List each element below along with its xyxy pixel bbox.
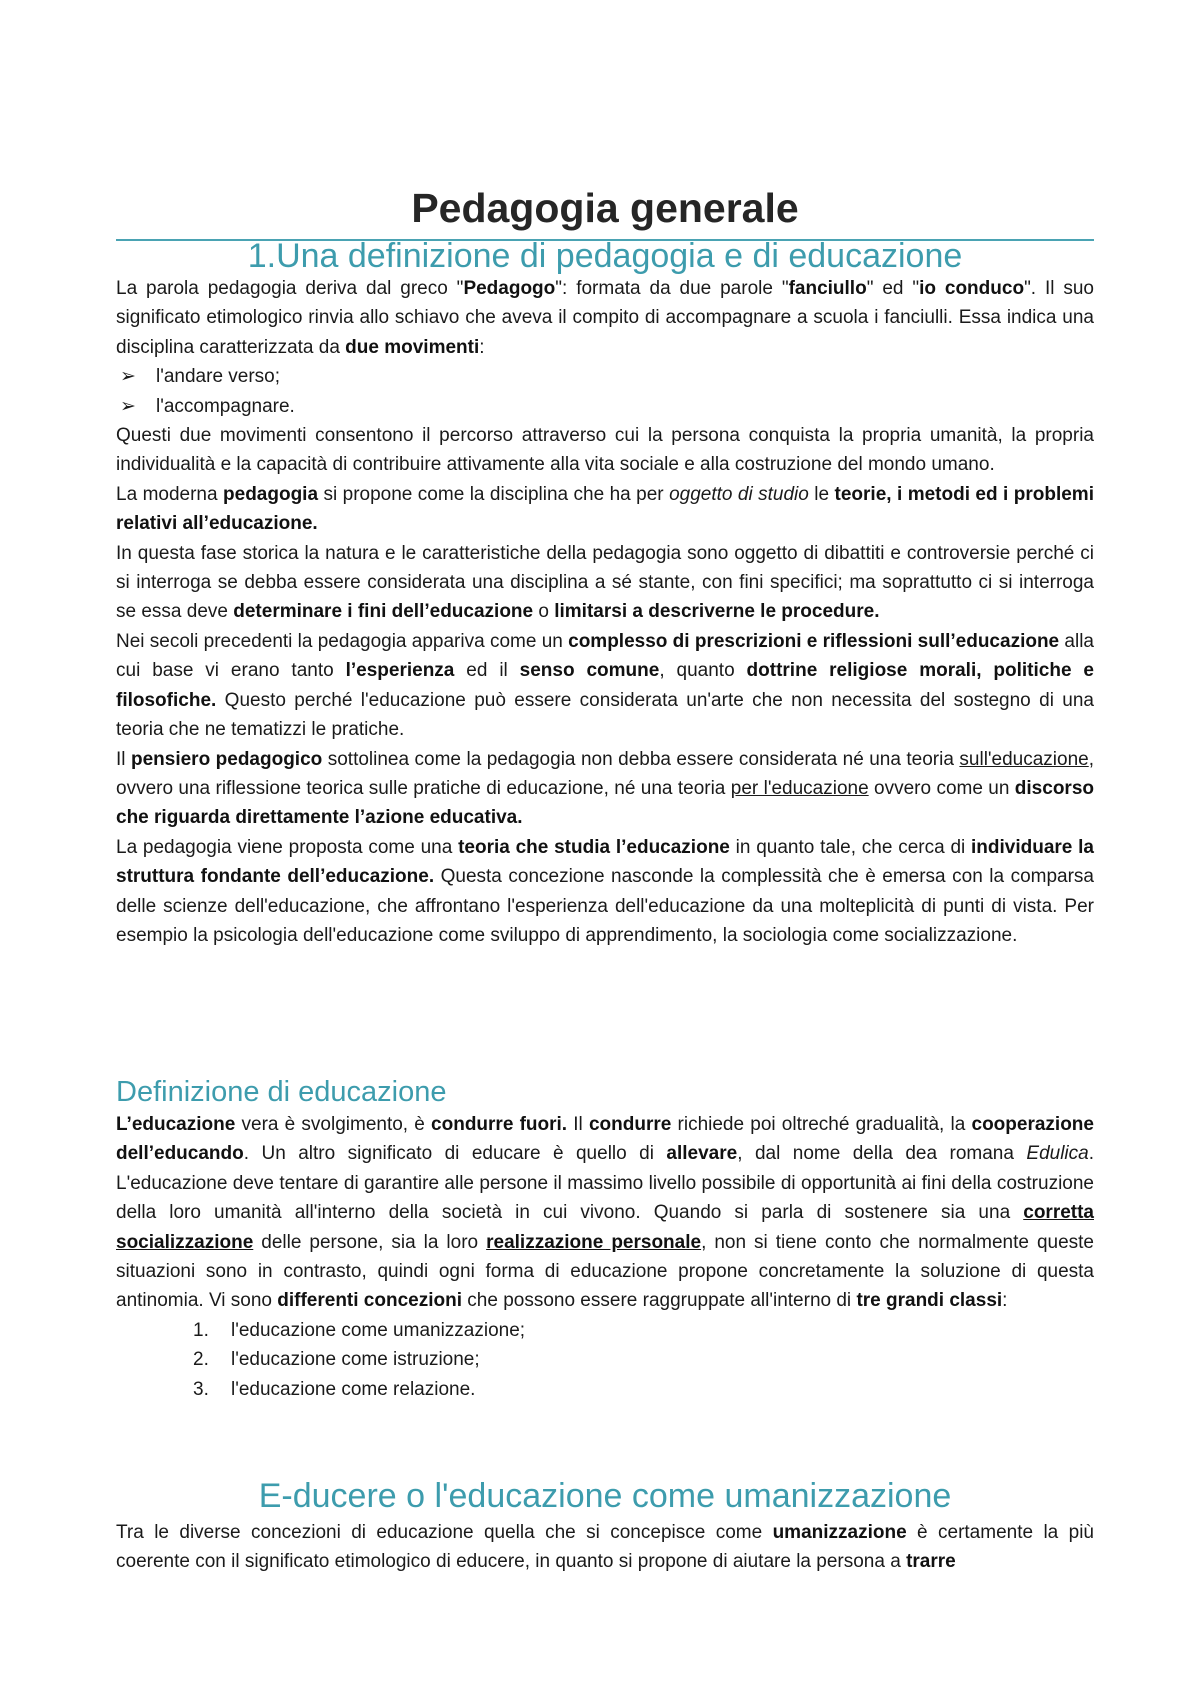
- section-1-body: [116, 274, 1094, 950]
- paragraph: Nei secoli precedenti la pedagogia appariva come un complesso di prescrizioni e riflessioni sull’educazione alla cui base vi erano tanto l’esperienza ed il senso comune, quanto dottrine religiose morali, politiche e filosofiche. Questo perché l'educazione può essere considerata un'arte che non necessita del sostegno di una teoria che ne tematizzi le pratiche.: [116, 630, 1095, 741]
- movements-list: [116, 362, 1094, 421]
- paragraph: L’educazione vera è svolgimento, è condurre fuori. Il condurre richiede poi oltreché gradualità, la cooperazione dell’educando. Un altro significato di educare è quello di allevare, dal nome della dea romana Edulica. L'educazione deve tentare di garantire alle persone il massimo livello possibile di opportunità ai fini della costruzione della loro umanità all'interno della società in cui vivono. Quando si parla di sostenere sia una corretta socializzazione delle persone, sia la loro realizzazione personale, non si tiene conto che normalmente queste situazioni sono in contrasto, quindi ogni forma di educazione propone concretamente la soluzione di questa antinomia. Vi sono differenti concezioni che possono essere raggruppate all'interno di tre grandi classi:: [116, 1114, 1094, 1312]
- education-classes-list: [116, 1316, 1094, 1404]
- paragraph: In questa fase storica la natura e le caratteristiche della pedagogia sono oggetto di dibattiti e controversie perché ci si interroga se debba essere considerata una disciplina a sé stante, con fini specifici; ma soprattutto ci si interroga se essa deve determinare i fini dell’educazione o limitarsi a descriverne le procedure.: [116, 542, 1094, 623]
- list-item: 1. l'educazione come umanizzazione;: [193, 1319, 526, 1341]
- paragraph-intro: La parola pedagogia deriva dal greco "Pedagogo": formata da due parole "fanciullo" ed "io conduco". Il suo significato etimologico rinvia allo schiavo che aveva il compito di accompagnare a scuola i fanciulli. Essa indica una disciplina caratterizzata da due movimenti:: [116, 278, 1095, 358]
- section-3-body: [116, 1518, 1094, 1577]
- paragraph: Il pensiero pedagogico sottolinea come la pedagogia non debba essere considerata né una teoria sull'educazione, ovvero una riflessione teorica sulle pratiche di educazione, né una teoria per l'educazione ovvero come un discorso che riguarda direttamente l’azione educativa.: [116, 748, 1095, 829]
- list-item: 2. l'educazione come istruzione;: [193, 1349, 480, 1371]
- list-item: 3. l'educazione come relazione.: [193, 1378, 476, 1400]
- paragraph: Tra le diverse concezioni di educazione quella che si concepisce come umanizzazione è certamente la più coerente con il significato etimologico di educere, in quanto si propone di aiutare la persona a trarre: [116, 1522, 1094, 1573]
- list-item: ➢ l'accompagnare.: [116, 392, 1094, 421]
- arrow-bullet-icon: ➢: [120, 366, 136, 388]
- section-heading-definizione-educazione: Definizione di educazione: [116, 1076, 447, 1108]
- paragraph: Questi due movimenti consentono il percorso attraverso cui la persona conquista la propria umanità, la propria individualità e la capacità di contribuire attivamente alla vita sociale e alla costruzione del mondo umano.: [116, 425, 1094, 476]
- section-heading-definizione-pedagogia: 1.Una definizione di pedagogia e di educazione: [247, 237, 963, 275]
- list-item: ➢ l'andare verso;: [116, 362, 1094, 391]
- section-2-body: [116, 1110, 1094, 1404]
- arrow-bullet-icon: ➢: [120, 395, 136, 417]
- paragraph: La moderna pedagogia si propone come la disciplina che ha per oggetto di studio le teorie, i metodi ed i problemi relativi all’educazione.: [116, 483, 1094, 535]
- page-title: Pedagogia generale: [411, 185, 799, 231]
- paragraph: La pedagogia viene proposta come una teoria che studia l’educazione in quanto tale, che cerca di individuare la struttura fondante dell’educazione. Questa concezione nasconde la complessità che è emersa con la comparsa delle scienze dell'educazione, che affrontano l'esperienza dell'educazione da una molteplicità di punti di vista. Per esempio la psicologia dell'educazione come sviluppo di apprendimento, la sociologia come socializzazione.: [116, 836, 1094, 946]
- section-heading-educere: E-ducere o l'educazione come umanizzazione: [258, 1477, 952, 1515]
